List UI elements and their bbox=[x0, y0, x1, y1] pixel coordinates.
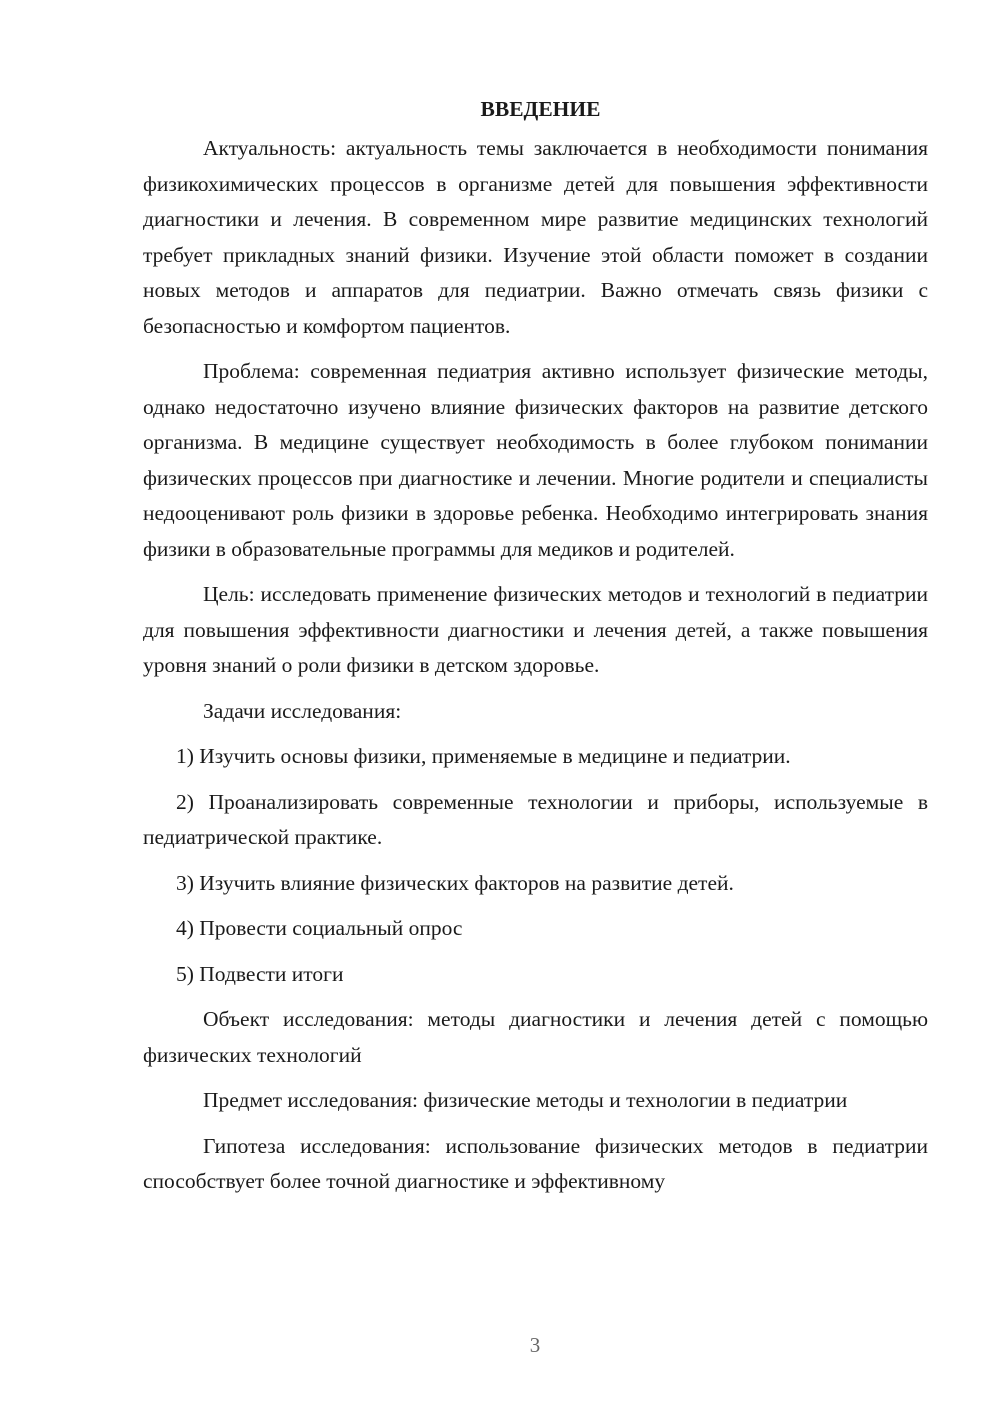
document-body bbox=[143, 92, 928, 1210]
page-number: 3 bbox=[529, 1333, 541, 1357]
task-item-1: 1) Изучить основы физики, применяемые в медицине и педиатрии. bbox=[176, 744, 791, 768]
paragraph-goal: Цель: исследовать применение физических методов и технологий в педиатрии для повышения эффективности диагностики и лечения детей, а также повышения уровня знаний о роли физики в детском здоровье. bbox=[143, 582, 928, 677]
paragraph-subject: Предмет исследования: физические методы и технологии в педиатрии bbox=[203, 1088, 848, 1112]
section-heading: ВВЕДЕНИЕ bbox=[480, 97, 601, 121]
paragraph-tasks-intro: Задачи исследования: bbox=[203, 698, 402, 723]
paragraph-relevance: Актуальность: актуальность темы заключается в необходимости понимания физикохимических процессов в организме детей для повышения эффективности диагностики и лечения. В современном мире развитие медицинских технологий требует прикладных знаний физики. Изучение этой области поможет в создании новых методов и аппаратов для педиатрии. Важно отмечать связь физики с безопасностью и комфортом пациентов. bbox=[143, 136, 928, 338]
paragraph-problem: Проблема: современная педиатрия активно использует физические методы, однако недостаточно изучено влияние физических факторов на развитие детского организма. В медицине существует необходимость в более глубоком понимании физических процессов при диагностике и лечении. Многие родители и специалисты недооценивают роль физики в здоровье ребенка. Необходимо интегрировать знания физики в образовательные программы для медиков и родителей. bbox=[143, 359, 928, 561]
task-item-3: 3) Изучить влияние физических факторов на развитие детей. bbox=[176, 870, 734, 895]
task-item-5: 5) Подвести итоги bbox=[176, 961, 344, 986]
paragraph-hypothesis: Гипотеза исследования: использование физических методов в педиатрии способствует более точной диагностике и эффективному bbox=[143, 1133, 928, 1193]
task-item-4: 4) Провести социальный опрос bbox=[176, 916, 463, 940]
task-item-2: 2) Проанализировать современные технологии и приборы, используемые в педиатрической практике. bbox=[143, 789, 928, 849]
paragraph-object: Объект исследования: методы диагностики и лечения детей с помощью физических технологий bbox=[143, 1007, 928, 1067]
